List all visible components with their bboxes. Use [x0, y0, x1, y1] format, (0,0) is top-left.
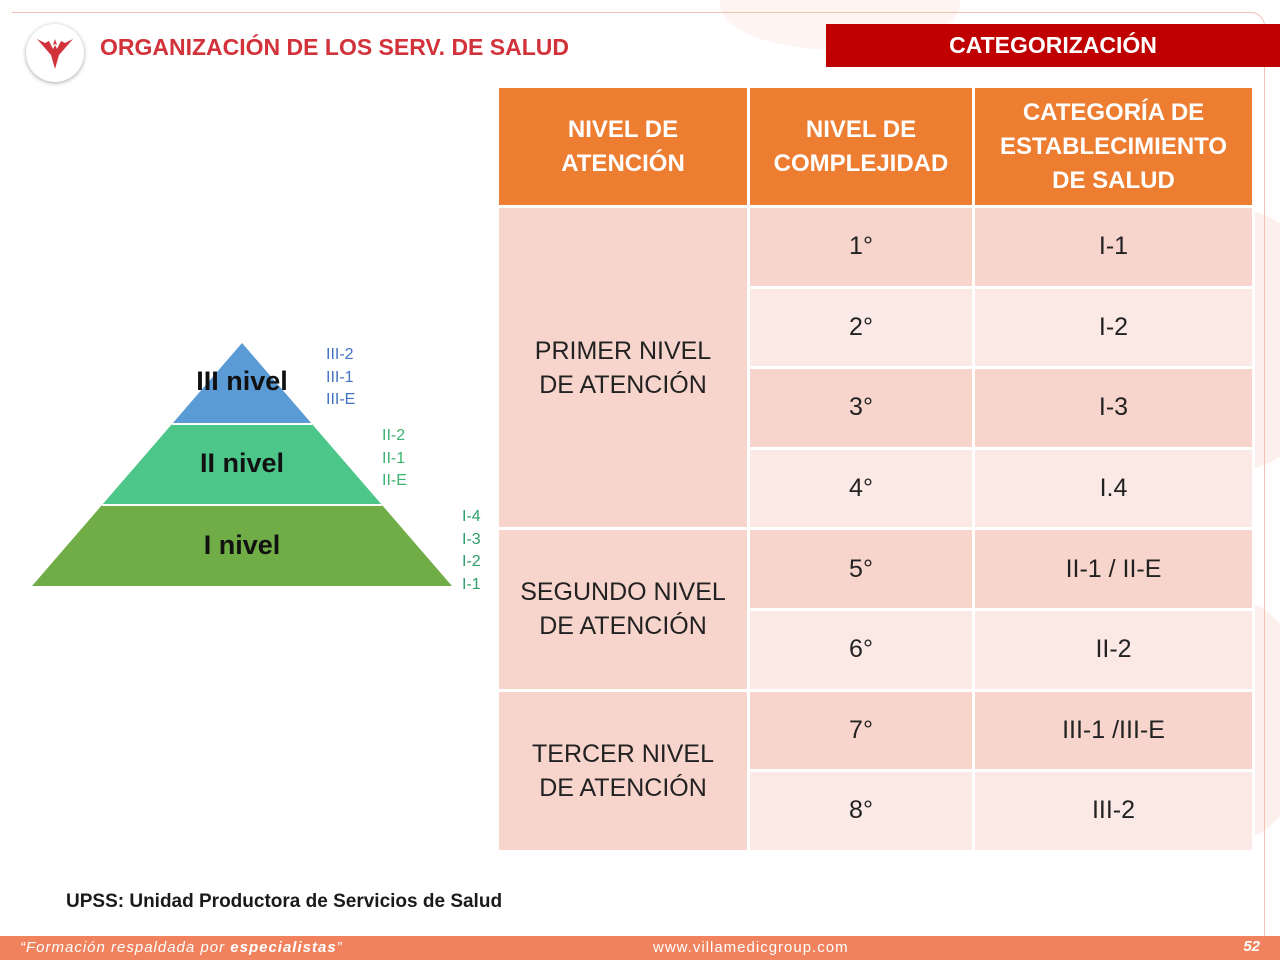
category-cell: II-1 / II-E: [974, 529, 1254, 610]
codes-level-3: [326, 344, 355, 412]
category-code: I-3: [462, 530, 481, 548]
levels-pyramid: [0, 0, 500, 600]
category-code: III-E: [326, 391, 356, 408]
pyramid-label-level-2: II nivel: [199, 448, 285, 478]
codes-level-2: [382, 425, 407, 493]
table-row: [498, 207, 1254, 288]
complexity-cell: 3°: [749, 368, 974, 449]
section-badge: CATEGORIZACIÓN: [826, 24, 1280, 67]
categorization-table: [496, 85, 1255, 853]
category-cell: II-2: [974, 609, 1254, 690]
category-code: II-2: [382, 427, 406, 444]
complexity-cell: 4°: [749, 448, 974, 529]
category-cell: I-3: [974, 368, 1254, 449]
slogan-bold: especialistas: [230, 939, 337, 956]
complexity-cell: 6°: [749, 609, 974, 690]
category-code: II-1: [382, 449, 406, 467]
column-header-complexity: NIVEL DE COMPLEJIDAD: [749, 87, 974, 207]
level-cell: TERCER NIVEL DE ATENCIÓN: [498, 690, 749, 851]
category-cell: III-1 /III-E: [974, 690, 1254, 771]
column-header-category: CATEGORÍA DE ESTABLECIMIENTO DE SALUD: [974, 87, 1254, 207]
table-header-row: [498, 87, 1254, 207]
category-code: I-2: [462, 553, 481, 570]
table-row: [498, 690, 1254, 771]
codes-level-1: [462, 506, 481, 596]
level-cell: PRIMER NIVEL DE ATENCIÓN: [498, 207, 749, 529]
complexity-cell: 5°: [749, 529, 974, 610]
column-header-level: NIVEL DE ATENCIÓN: [498, 87, 749, 207]
page-number: 52: [1243, 938, 1260, 955]
category-code: III-1: [326, 368, 354, 386]
category-code: I-4: [462, 508, 481, 525]
category-cell: III-2: [974, 771, 1254, 852]
category-code: I-1: [462, 575, 481, 593]
category-cell: I.4: [974, 448, 1254, 529]
footer-url[interactable]: www.villamedicgroup.com: [653, 939, 849, 956]
footnote: UPSS: Unidad Productora de Servicios de Salud: [66, 891, 503, 912]
level-cell: SEGUNDO NIVEL DE ATENCIÓN: [498, 529, 749, 690]
slogan-prefix: “Formación respaldada por: [20, 939, 231, 956]
category-code: III-2: [326, 346, 354, 363]
table-row: [498, 529, 1254, 610]
category-code: II-E: [382, 472, 407, 489]
slogan-suffix: ”: [336, 939, 343, 956]
complexity-cell: 8°: [749, 771, 974, 852]
footer-bar: [0, 936, 1280, 960]
category-cell: I-1: [974, 207, 1254, 288]
category-cell: I-2: [974, 287, 1254, 368]
complexity-cell: 2°: [749, 287, 974, 368]
footer-slogan: [20, 939, 343, 956]
complexity-cell: 1°: [749, 207, 974, 288]
pyramid-label-level-1: I nivel: [203, 530, 281, 560]
pyramid-label-level-3: III nivel: [196, 366, 288, 396]
complexity-cell: 7°: [749, 690, 974, 771]
page-title: ORGANIZACIÓN DE LOS SERV. DE SALUD: [100, 34, 570, 60]
